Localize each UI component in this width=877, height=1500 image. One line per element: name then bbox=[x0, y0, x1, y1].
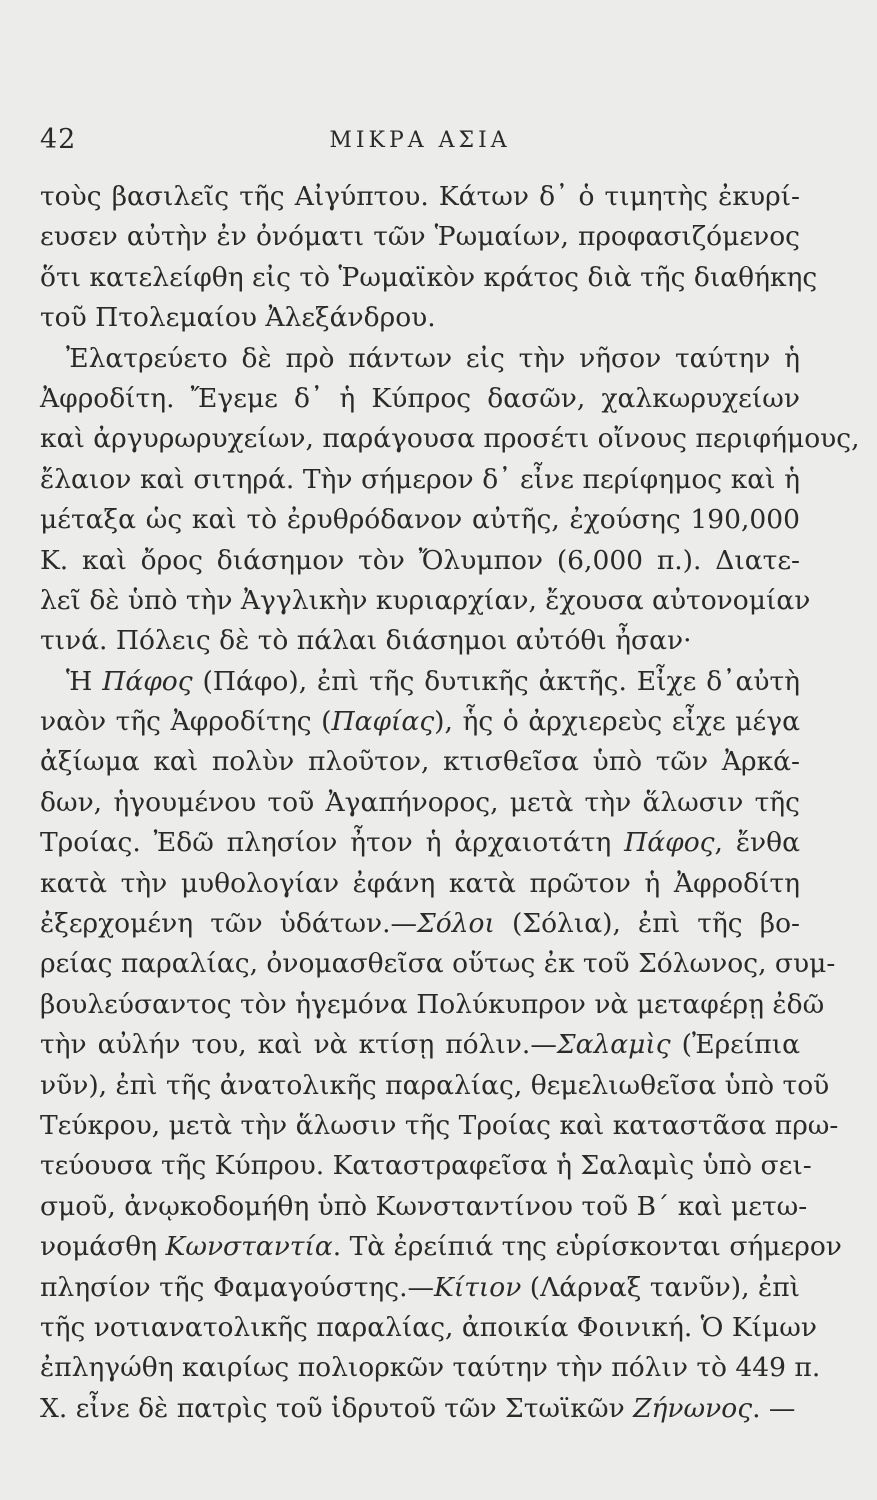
text-line bbox=[40, 339, 800, 379]
text-line bbox=[40, 1066, 830, 1106]
text-line bbox=[40, 460, 800, 500]
text-run: δων, ἡγουμένου τοῦ Ἀγαπήνορος, μετὰ τὴν ἅλωσιν τῆς bbox=[40, 786, 800, 818]
text-line bbox=[40, 581, 811, 621]
italic-place-name: Ζήνωνος bbox=[633, 1392, 753, 1424]
text-line bbox=[40, 985, 825, 1025]
text-run: σμοῦ, ἀνῳκοδομήθη ὑπὸ Κωνσταντίνου τοῦ Β΄ καὶ μετω- bbox=[40, 1190, 808, 1222]
text-run: ἔλαιον καὶ σιτηρά. Τὴν σήμερον δ᾽ εἶνε περίφημος καὶ ἡ bbox=[40, 463, 800, 495]
text-run: ἐπληγώθη καιρίως πολιορκῶν ταύτην τὴν πόλιν τὸ 449 π. bbox=[40, 1352, 821, 1384]
text-line bbox=[40, 944, 836, 984]
text-line bbox=[40, 702, 800, 742]
italic-place-name: Σαλαμὶς bbox=[556, 1029, 671, 1061]
page-header bbox=[40, 124, 800, 164]
text-line bbox=[40, 1025, 800, 1065]
text-run: . Τὰ ἐρείπιά της εὑρίσκονται σήμερον bbox=[332, 1231, 842, 1263]
text-line bbox=[40, 742, 800, 782]
text-run: τοὺς βασιλεῖς τῆς Αἰγύπτου. Κάτων δ᾽ ὁ τιμητὴς ἐκυρί- bbox=[40, 181, 800, 212]
text-run: βουλεύσαντος τὸν ἡγεμόνα Πολύκυπρον νὰ μεταφέρῃ ἐδῶ bbox=[40, 988, 825, 1020]
text-line bbox=[40, 419, 860, 459]
text-run: . — bbox=[752, 1392, 796, 1424]
text-line bbox=[40, 662, 800, 702]
text-line bbox=[40, 1187, 808, 1227]
text-line bbox=[40, 541, 800, 581]
text-run: ), ἧς ὁ ἀρχιερεὺς εἶχε μέγα bbox=[434, 706, 800, 738]
text-run: Τροίας. Ἐδῶ πλησίον ἦτον ἡ ἀρχαιοτάτη bbox=[40, 827, 625, 859]
italic-place-name: Παφίας bbox=[331, 706, 435, 738]
text-run: Ἐλατρεύετο δὲ πρὸ πάντων εἰς τὴν νῆσον ταύτην ἡ bbox=[66, 342, 800, 374]
text-line bbox=[40, 500, 800, 540]
text-line bbox=[40, 1146, 812, 1186]
text-run: Ἡ bbox=[66, 665, 103, 697]
text-run: , ἔνθα bbox=[714, 827, 800, 859]
text-run: ρείας παραλίας, ὀνομασθεῖσα οὕτως ἐκ τοῦ Σόλωνος, συμ- bbox=[40, 948, 836, 980]
text-run: τινά. Πόλεις δὲ τὸ πάλαι διάσημοι αὐτόθι ἦσαν· bbox=[40, 625, 692, 657]
text-line bbox=[40, 1389, 800, 1429]
text-line bbox=[40, 1348, 821, 1388]
text-run: ἐξερχομένη τῶν ὑδάτων.— bbox=[40, 908, 418, 940]
italic-place-name: Πάφος bbox=[102, 665, 193, 697]
italic-place-name: Κίτιον bbox=[434, 1271, 522, 1303]
text-run: (Λάρναξ τανῦν), ἐπὶ bbox=[521, 1271, 801, 1303]
text-line bbox=[40, 783, 800, 823]
italic-place-name: Πάφος bbox=[624, 827, 715, 859]
text-run: ναὸν τῆς Ἀφροδίτης ( bbox=[40, 706, 332, 738]
text-run: λεῖ δὲ ὑπὸ τὴν Ἀγγλικὴν κυριαρχίαν, ἔχουσα αὐτονομίαν bbox=[40, 584, 811, 616]
text-run: νομάσθη bbox=[40, 1231, 166, 1263]
text-line bbox=[40, 177, 800, 217]
text-line bbox=[40, 1227, 842, 1267]
body-text bbox=[40, 177, 860, 1429]
text-run: Κ. καὶ ὄρος διάσημον τὸν Ὄλυμπον (6,000 π.). Διατε- bbox=[40, 544, 800, 576]
text-run: πλησίον τῆς Φαμαγούστης.— bbox=[40, 1271, 435, 1303]
text-run: νῦν), ἐπὶ τῆς ἀνατολικῆς παραλίας, θεμελιωθεῖσα ὑπὸ τοῦ bbox=[40, 1069, 830, 1101]
text-line bbox=[40, 379, 800, 419]
text-run: τὴν αὐλήν του, καὶ νὰ κτίσῃ πόλιν.— bbox=[40, 1029, 557, 1061]
text-run: μέταξα ὡς καὶ τὸ ἐρυθρόδανον αὐτῆς, ἐχούσης 190,000 bbox=[40, 504, 800, 536]
text-line bbox=[40, 1308, 817, 1348]
text-run: (Ἐρείπια bbox=[670, 1029, 800, 1061]
text-run: ὅτι κατελείφθη εἰς τὸ Ῥωμαϊκὸν κράτος διὰ τῆς διαθήκης bbox=[40, 261, 818, 293]
italic-place-name: Σόλοι bbox=[417, 908, 495, 940]
text-run: Χ. εἶνε δὲ πατρὶς τοῦ ἱδρυτοῦ τῶν Στωϊκῶν bbox=[40, 1392, 634, 1424]
running-title: ΜΙΚΡΑ ΑΣΙΑ bbox=[329, 128, 511, 153]
text-run: καὶ ἀργυρωρυχείων, παράγουσα προσέτι οἴνους περιφήμους, bbox=[40, 423, 860, 455]
text-run: Τεύκρου, μετὰ τὴν ἅλωσιν τῆς Τροίας καὶ καταστᾶσα πρω- bbox=[40, 1109, 839, 1141]
text-run: τεύουσα τῆς Κύπρου. Καταστραφεῖσα ἡ Σαλαμὶς ὑπὸ σει- bbox=[40, 1150, 812, 1182]
text-line bbox=[40, 864, 800, 904]
text-run: (Σόλια), ἐπὶ τῆς βο- bbox=[494, 908, 801, 940]
text-run: Ἀφροδίτη. Ἔγεμε δ᾽ ἡ Κύπρος δασῶν, χαλκωρυχείων bbox=[40, 382, 800, 414]
text-line bbox=[40, 823, 800, 863]
text-run: τοῦ Πτολεμαίου Ἀλεξάνδρου. bbox=[40, 302, 436, 334]
text-line bbox=[40, 217, 800, 257]
page-number: 42 bbox=[40, 124, 77, 155]
text-line bbox=[40, 258, 818, 298]
text-line bbox=[40, 621, 800, 661]
text-line bbox=[40, 1268, 800, 1308]
text-run: ευσεν αὐτὴν ἐν ὀνόματι τῶν Ῥωμαίων, προφασιζόμενος bbox=[40, 221, 800, 253]
text-line bbox=[40, 298, 800, 338]
text-run: ἀξίωμα καὶ πολὺν πλοῦτον, κτισθεῖσα ὑπὸ τῶν Ἀρκά- bbox=[40, 746, 800, 778]
italic-place-name: Κωνσταντία bbox=[165, 1231, 333, 1263]
text-run: κατὰ τὴν μυθολογίαν ἐφάνη κατὰ πρῶτον ἡ Ἀφροδίτη bbox=[40, 867, 800, 899]
text-run: τῆς νοτιανατολικῆς παραλίας, ἀποικία Φοινική. Ὁ Κίμων bbox=[40, 1311, 817, 1343]
text-line bbox=[40, 904, 800, 944]
text-line bbox=[40, 1106, 839, 1146]
text-run: (Πάφο), ἐπὶ τῆς δυτικῆς ἀκτῆς. Εἶχε δ᾽αὐτὴ bbox=[192, 665, 800, 697]
